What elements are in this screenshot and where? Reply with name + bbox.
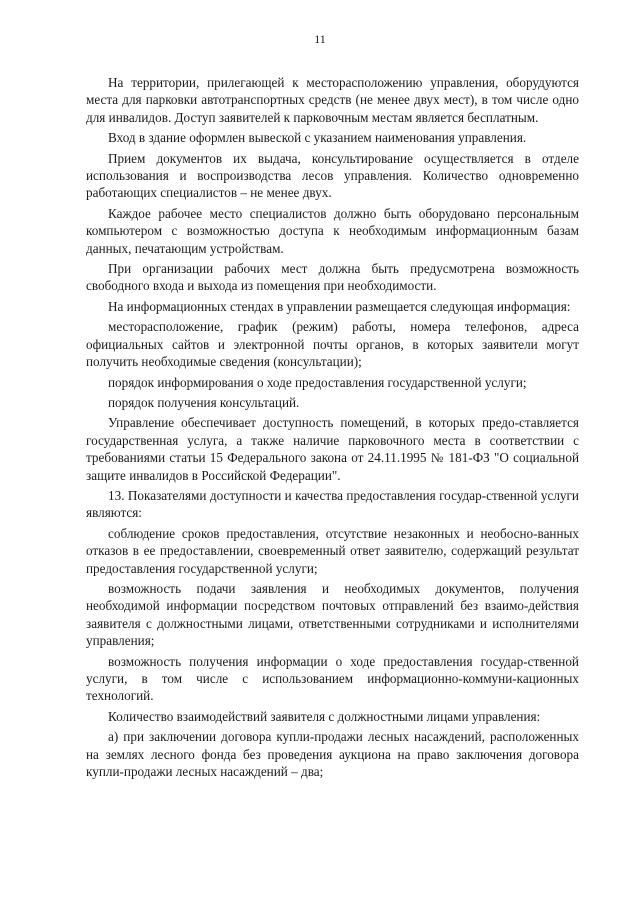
paragraph-location-schedule: месторасположение, график (режим) работы, номера телефонов, адреса официальных сайтов и электронной почты органов, в которых заявители могут получить необходимые сведения (консультации);: [86, 319, 579, 370]
paragraph-contract-item-a: а) при заключении договора купли-продажи лесных насаждений, расположенных на землях лесного фонда без проведения аукциона на право заключения договора купли-продажи лесных насаждений – два;: [86, 729, 579, 780]
paragraph-entrance: Вход в здание оформлен вывеской с указанием наименования управления.: [108, 130, 527, 146]
paragraph-reception: Прием документов их выдача, консультирование осуществляется в отделе использования и воспроизводства лесов управления. Количество одновременно работающих специалистов – не менее двух.: [86, 150, 579, 201]
paragraph-deadlines: соблюдение сроков предоставления, отсутствие незаконных и необосно-ванных отказов в ее предоставлении, своевременный ответ заявителю, содержащий результат предоставления государственной услуги;: [86, 525, 579, 576]
paragraph-progress-info: возможность получения информации о ходе предоставления государ-ственной услуги, в том числе с использованием информационно-коммуни-кационных технологий.: [86, 653, 579, 704]
paragraph-info-stands: На информационных стендах в управлении размещается следующая информация:: [108, 298, 571, 314]
paragraph-free-access: При организации рабочих мест должна быть предусмотрена возможность свободного входа и выхода из помещения при необходимости.: [86, 261, 579, 294]
paragraph-interactions-count: Количество взаимодействий заявителя с должностными лицами управления:: [108, 708, 541, 724]
paragraph-parking: На территории, прилегающей к месторасположению управления, оборудуются места для парковки автотранспортных средств (не менее двух мест), в том числе одно для инвалидов. Доступ заявителей к парковочным местам является бесплатным.: [86, 75, 579, 125]
paragraph-accessibility: Управление обеспечивает доступность помещений, в которых предо-ставляется государственная услуга, а также наличие парковочного места в соответствии с требованиями статьи 15 Федерального закона от 24.11.1995 № 181-ФЗ "О социальной защите инвалидов в Российской Федерации".: [86, 415, 579, 483]
page-number: 11: [314, 32, 326, 46]
paragraph-consultation-order: порядок получения консультаций.: [108, 394, 300, 410]
paragraph-section-13: 13. Показателями доступности и качества предоставления государ-ственной услуги являются:: [86, 487, 579, 521]
paragraph-informing-order: порядок информирования о ходе предоставления государственной услуги;: [108, 374, 527, 390]
document-body: [86, 74, 579, 780]
paragraph-workplace: Каждое рабочее место специалистов должно быть оборудовано персональным компьютером с возможностью доступа к необходимым информационным базам данных, печатающим устройствам.: [86, 205, 579, 256]
paragraph-postal-submission: возможность подачи заявления и необходимых документов, получения необходимой информации посредством почтовых отправлений без взаимо-действия заявителя с должностными лицами, ответственными сотрудниками и исполнителями управления;: [86, 580, 579, 649]
